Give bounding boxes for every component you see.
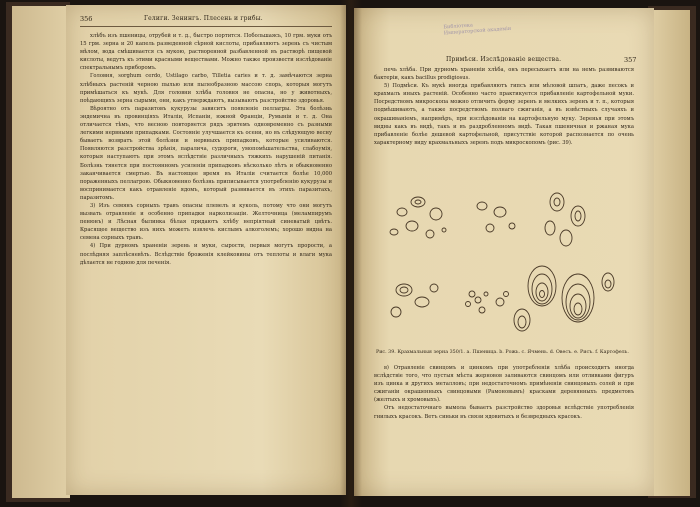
left-page — [66, 5, 346, 495]
figure-caption: Рис. 39. Крахмальныя зерна 350/1. а. Пшеница. b. Рожь. c. Ячмень. d. Овесъ. e. Рисъ. f. Картофель. — [376, 350, 629, 355]
header-rule — [80, 26, 332, 27]
paragraph: печь хлѣба. При дурномъ храненіи хлѣба, онъ пересыхаетъ или на немъ развиваются бактеріи, какъ bacillus prodigiosus. — [374, 67, 634, 82]
paragraph: 5) Подмѣси. Къ мукѣ иногда прибавляютъ гипсъ или мѣловой шпатъ, даже песокъ и крахмалъ иныхъ растеній. Особенно часто практикуется прибавленіе картофельной муки. Посредствомъ микроскопа можно отличить форму зеренъ и мелкихъ зеренъ и т. п., которыя подмѣшиваютъ, а также посредствомъ полнаго сжиганія, а въ извѣстныхъ случаяхъ и окрашиваніемъ, напримѣръ, при изслѣдованіи на картофельную муку. Зеренья при этомъ видны какъ въ видѣ, такъ и въ раздробленномъ видѣ. Такая пшеничная и ржаная мука прибавленіе болѣе дешевой картофельной, присутствіе которой распознается по очень характерному виду крахмальныхъ зеренъ подъ микроскопомъ (рис. 39). — [374, 83, 634, 146]
paragraph: Головня, sorghum cerdo, Ustilago carbo, Tilletia caries и т. д. замѣчаются зерна хлѣбныхъ растеній черною пылью или пылеобразною массою спорь, которыя могутъ примѣшаться къ мукѣ. Для головни хлѣба головня не опасна, но у животныхъ, поѣдающихъ зерна сырыми, они, какъ утверждаютъ, вызываютъ разстройство здоровья. — [80, 73, 332, 104]
body-text — [80, 32, 332, 267]
running-head: Гелиги. Зенингъ. Плесень и грибы. — [144, 15, 263, 22]
right-page — [354, 8, 654, 496]
paragraph: хлѣбъ изъ пшеницы, отрубей и т. д., быстро портится. Побольшаясь, 10 грм. муки отъ 15 грм. зерна и 20 капель разведенной сѣрной кислоты, прибавляютъ зерень съ чистым мѣлом, вода смѣшивается съ мукою, растворенной разбавленной въ растворѣ пищевой кислоты, ведутъ къ этими красными веществами. Можно также произвести изслѣдованіе спектральнымъ приборомъ. — [80, 33, 332, 72]
body-text-lower — [374, 364, 634, 421]
paragraph: 4) При дурномъ храненіи зерень и муки, сырости, первыя могутъ прорости, а послѣдняя заплѣсневѣть. Вслѣдствіе броженія клейковины отъ теплоты и влаги мука дѣлается не годною для печенія. — [80, 243, 332, 266]
page-number: 356 — [80, 15, 93, 23]
book-gutter — [340, 0, 362, 507]
paragraph: Вѣроятно отъ паразитовъ кукурузы зависитъ появленіе пеллагры. Эта болѣзнь эндемична въ провинціяхъ Италіи, Испаніи, южной Франціи, Румыніи и т. д. Она отличается тѣмъ, что весною повторяется рядъ эритемъ одновременно съ разными легкими нервными припадками. Состояніе улучшается къ осени, но въ слѣдующую весну бываетъ возвратъ этой болѣзни и нервныхъ припадковъ, которые усиливаются. Появляются разстройства зрѣнія, паралича, судороги, умопомѣшательства, слабоумія, которыя наступаютъ при этомъ вслѣдствіе различныхъ тяжкихъ нарушеній питанія. Болѣзнь тянется при постоянномъ усиленіи припадковъ нѣсколько лѣтъ и обыкновенно заканчивается смертью. Въ настоящее время въ Италіи считается болѣе 10,000 пораженныхъ пеллагрою. Обыкновенно болѣзнь приписывается употребленію кукурузы и воспринимается какъ отравленіе ядомъ, который развивается въ этихъ паразитахъ, паразитомъ. — [80, 105, 332, 201]
page-edges-left — [12, 6, 70, 498]
page-number: 357 — [624, 56, 637, 64]
paragraph: 3) Изъ семянъ сорныхъ травъ опасны плевелъ и куколь, потому что они могутъ вызвать отравленіе и особенно припадки нарколизаціи. Желточница (мелампирумъ пенюнъ) и Лѣсная былинка бѣлая придаютъ хлѣбу непріятный синеватый цвѣтъ. Красящее вещество изъ нихъ можетъ извлечь кислымъ алкоголемъ; хорошо видна на семена сорныхъ травъ. — [80, 202, 332, 242]
library-stamp: Библіотека Императорской академіи — [443, 22, 512, 37]
paragraph: Отъ недостаточнаго вымола бываетъ разстройство здоровья вслѣдствіе употребленія гнилыхъ красокъ. Ветъ синьки въ связи ядовитыхъ и безвредныхъ красокъ. — [374, 405, 634, 420]
paragraph: в) Отравленіе свинцомъ и цинкомъ при употребленіи хлѣба происходитъ иногда вслѣдствіе того, что пустыя мѣста жерновов заливаются свинцомъ или отливками фигуръ изъ цинка и другихъ металловъ; при недостаточномъ примѣненіи свинцовыхъ солей и при сжиганіи окрашенныхъ свинцовыми (Рамоновымъ) красками деревянныхъ предметовъ (желтыхъ и хромовыхъ). — [374, 365, 634, 404]
running-head: Примѣси. Изслѣдованіе вещества. — [446, 56, 562, 63]
page-edges-right — [650, 10, 690, 496]
body-text — [374, 66, 634, 147]
starch-grains-figure — [382, 190, 624, 345]
